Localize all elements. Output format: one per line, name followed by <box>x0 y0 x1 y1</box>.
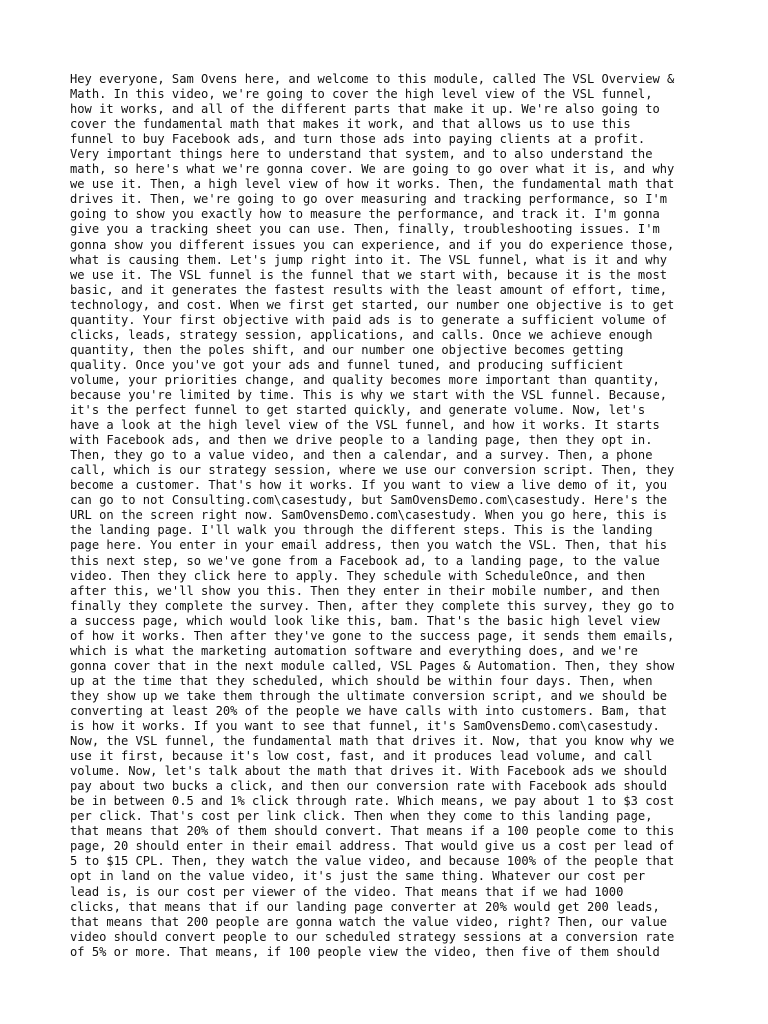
text-line: volume. Now, let's talk about the math that drives it. With Facebook ads we should <box>70 764 668 779</box>
text-line: quality. Once you've got your ads and funnel tuned, and producing sufficient <box>70 357 624 372</box>
text-line: is how it works. If you want to see that funnel, it's SamOvensDemo.com\casestudy. <box>70 719 660 734</box>
text-line: Very important things here to understand that system, and to also understand the <box>70 147 653 162</box>
text-line: volume, your priorities change, and quality becomes more important than quantity, <box>70 372 660 387</box>
text-line: Hey everyone, Sam Ovens here, and welcome to this module, called The VSL Overview & <box>70 72 675 86</box>
text-line: per click. That's cost per link click. Then when they come to this landing page, <box>70 809 653 824</box>
text-line: up at the time that they scheduled, which should be within four days. Then, when <box>70 673 653 688</box>
text-line: drives it. Then, we're going to go over measuring and tracking performance, so I'm <box>70 192 668 207</box>
text-line: be in between 0.5 and 1% click through rate. Which means, we pay about 1 to $3 cost <box>70 794 675 809</box>
text-line: 5 to $15 CPL. Then, they watch the value video, and because 100% of the people that <box>70 854 675 869</box>
text-line: page, 20 should enter in their email address. That would give us a cost per lead of <box>70 839 675 854</box>
text-line: Now, the VSL funnel, the fundamental math that drives it. Now, that you know why we <box>70 734 675 749</box>
text-line: finally they complete the survey. Then, after they complete this survey, they go to <box>70 598 675 613</box>
text-line: cover the fundamental math that makes it work, and that allows us to use this <box>70 117 631 132</box>
text-line: quantity, then the poles shift, and our number one objective becomes getting <box>70 342 624 357</box>
text-line: clicks, leads, strategy session, applications, and calls. Once we achieve enough <box>70 327 653 342</box>
text-line: of 5% or more. That means, if 100 people view the video, then five of them should <box>70 944 660 959</box>
text-line: have a look at the high level view of the VSL funnel, and how it works. It starts <box>70 418 660 433</box>
text-line: it's the perfect funnel to get started quickly, and generate volume. Now, let's <box>70 403 646 418</box>
text-line: that means that 200 people are gonna watch the value video, right? Then, our value <box>70 914 668 929</box>
text-line: opt in land on the value video, it's just the same thing. Whatever our cost per <box>70 869 646 884</box>
text-line: going to show you exactly how to measure the performance, and track it. I'm gonna <box>70 207 660 222</box>
text-line: this next step, so we've gone from a Facebook ad, to a landing page, to the value <box>70 553 660 568</box>
text-line: they show up we take them through the ultimate conversion script, and we should be <box>70 688 668 703</box>
text-line: URL on the screen right now. SamOvensDemo.com\casestudy. When you go here, this is <box>70 508 668 523</box>
text-line: we use it. The VSL funnel is the funnel that we start with, because it is the most <box>70 267 668 282</box>
text-line: math, so here's what we're gonna cover. We are going to go over what it is, and why <box>70 162 675 177</box>
text-line: page here. You enter in your email address, then you watch the VSL. Then, that his <box>70 538 668 553</box>
text-line: Math. In this video, we're going to cover the high level view of the VSL funnel, <box>70 87 653 102</box>
text-line: which is what the marketing automation software and everything does, and we're <box>70 643 638 658</box>
text-line: converting at least 20% of the people we have calls with into customers. Bam, that <box>70 703 668 718</box>
text-line: technology, and cost. When we first get started, our number one objective is to get <box>70 297 675 312</box>
text-line: become a customer. That's how it works. If you want to view a live demo of it, you <box>70 478 668 493</box>
text-line: quantity. Your first objective with paid ads is to generate a sufficient volume of <box>70 312 668 327</box>
text-line: lead is, is our cost per viewer of the video. That means that if we had 1000 <box>70 884 624 899</box>
text-line: because you're limited by time. This is why we start with the VSL funnel. Because, <box>70 387 668 402</box>
transcript-text <box>70 72 710 960</box>
text-line: the landing page. I'll walk you through the different steps. This is the landing <box>70 523 653 538</box>
text-line: how it works, and all of the different parts that make it up. We're also going to <box>70 102 660 117</box>
text-line: that means that 20% of them should convert. That means if a 100 people come to this <box>70 824 675 839</box>
text-line: gonna cover that in the next module called, VSL Pages & Automation. Then, they show <box>70 658 675 673</box>
text-line: clicks, that means that if our landing page converter at 20% would get 200 leads, <box>70 899 660 914</box>
text-line: Then, they go to a value video, and then a calendar, and a survey. Then, a phone <box>70 448 653 463</box>
text-line: video should convert people to our scheduled strategy sessions at a conversion rate <box>70 929 675 944</box>
text-line: call, which is our strategy session, where we use our conversion script. Then, they <box>70 463 675 478</box>
text-line: a success page, which would look like this, bam. That's the basic high level view <box>70 613 660 628</box>
text-line: funnel to buy Facebook ads, and turn those ads into paying clients at a profit. <box>70 132 646 147</box>
text-line: video. Then they click here to apply. They schedule with ScheduleOnce, and then <box>70 568 646 583</box>
text-line: we use it. Then, a high level view of how it works. Then, the fundamental math that <box>70 177 675 192</box>
text-line: can go to not Consulting.com\casestudy, but SamOvensDemo.com\casestudy. Here's the <box>70 493 668 508</box>
text-line: with Facebook ads, and then we drive people to a landing page, then they opt in. <box>70 433 653 448</box>
text-line: use it first, because it's low cost, fast, and it produces lead volume, and call <box>70 749 653 764</box>
text-line: what is causing them. Let's jump right into it. The VSL funnel, what is it and why <box>70 252 668 267</box>
text-line: after this, we'll show you this. Then they enter in their mobile number, and then <box>70 583 660 598</box>
text-line: gonna show you different issues you can experience, and if you do experience those, <box>70 237 675 252</box>
text-line: give you a tracking sheet you can use. Then, finally, troubleshooting issues. I'm <box>70 222 660 237</box>
text-line: of how it works. Then after they've gone to the success page, it sends them emails, <box>70 628 675 643</box>
text-line: pay about two bucks a click, and then our conversion rate with Facebook ads should <box>70 779 668 794</box>
text-line: basic, and it generates the fastest results with the least amount of effort, time, <box>70 282 668 297</box>
